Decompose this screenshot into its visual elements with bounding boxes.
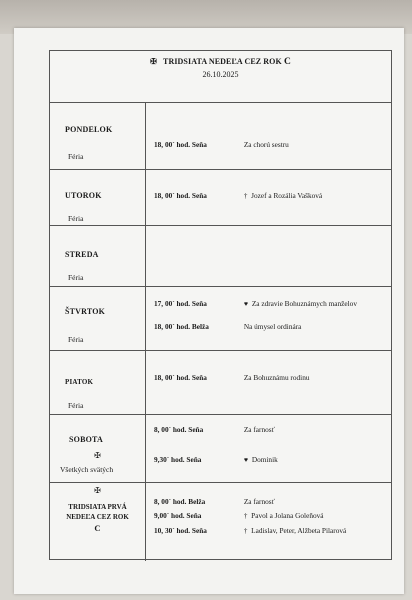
mass-time: 18, 00´ hod. Belža <box>154 322 209 331</box>
mass-entry <box>154 299 357 308</box>
mass-time: 8, 00´ hod. Seňa <box>154 425 204 434</box>
schedule-table <box>49 50 392 560</box>
day-note: Féria <box>68 401 84 410</box>
mass-entry <box>154 497 275 506</box>
sunday-name-line1: TRIDSIATA PRVÁ <box>68 503 127 511</box>
mass-time: 17, 00´ hod. Seňa <box>154 299 207 308</box>
day-cell <box>50 103 146 169</box>
day-row-monday <box>50 103 391 170</box>
mass-entry <box>154 526 346 535</box>
mass-intention: Za chorú sestru <box>243 140 289 149</box>
mass-intention: Ladislav, Peter, Alžbeta Pilarová <box>251 526 347 535</box>
day-name: PIATOK <box>65 378 94 386</box>
cross-death-icon: † <box>243 512 248 520</box>
day-cell <box>50 287 146 350</box>
cross-death-icon: † <box>243 192 248 200</box>
cross-icon: ✠ <box>94 451 101 460</box>
mass-intention: Pavol a Jolana Goleňová <box>251 511 324 520</box>
paper-sheet <box>14 28 404 594</box>
day-row-saturday <box>50 415 391 483</box>
mass-intention: Jozef a Rozália Vašková <box>251 191 323 200</box>
mass-entry <box>154 511 324 520</box>
heart-icon: ♥ <box>243 456 248 464</box>
mass-time: 9,00´ hod. Seňa <box>154 511 202 520</box>
heart-icon: ♥ <box>243 300 248 308</box>
mass-time: 8, 00´ hod. Belža <box>154 497 206 506</box>
mass-intention: Za farnosť <box>243 425 275 434</box>
mass-intention: Za zdravie Bohuznámych manželov <box>251 299 357 308</box>
day-cell <box>50 170 146 225</box>
day-note: Všetkých svätých <box>60 465 114 474</box>
title-letter: C <box>283 57 291 67</box>
sunday-name-line3: C <box>94 523 101 533</box>
cross-icon: ✠ <box>94 486 101 495</box>
day-note: Féria <box>68 152 84 161</box>
day-name: STREDA <box>65 250 99 259</box>
cross-death-icon: † <box>243 527 248 535</box>
mass-entry <box>154 373 310 382</box>
day-name: UTOROK <box>65 191 102 200</box>
mass-entry <box>154 425 275 434</box>
mass-time: 18, 00´ hod. Seňa <box>154 140 207 149</box>
day-cell <box>50 415 146 482</box>
cross-icon: ✠ <box>150 57 157 66</box>
schedule-title <box>50 57 391 67</box>
day-cell <box>50 483 146 561</box>
sunday-name-line2: NEDEĽA CEZ ROK <box>66 513 129 521</box>
mass-intention: Na úmysel ordinára <box>243 322 302 331</box>
day-row-thursday <box>50 287 391 351</box>
mass-time: 10, 30´ hod. Seňa <box>154 526 207 535</box>
mass-time: 18, 00´ hod. Seňa <box>154 191 207 200</box>
mass-entry <box>154 191 322 200</box>
day-note: Féria <box>68 214 84 223</box>
mass-intention: Za Bohuznámu rodinu <box>243 373 310 382</box>
day-name: ŠTVRTOK <box>65 307 106 316</box>
mass-entry <box>154 322 301 331</box>
mass-intention: Dominik <box>251 455 278 464</box>
day-name: SOBOTA <box>69 435 103 444</box>
day-note: Féria <box>68 335 84 344</box>
day-row-friday <box>50 351 391 415</box>
mass-intention: Za farnosť <box>243 497 275 506</box>
mass-entry <box>154 140 289 149</box>
day-cell <box>50 351 146 414</box>
day-cell <box>50 226 146 286</box>
day-note: Féria <box>68 273 84 282</box>
mass-time: 9,30´ hod. Seňa <box>154 455 202 464</box>
day-row-wednesday <box>50 226 391 287</box>
day-row-tuesday <box>50 170 391 226</box>
title-text: TRIDSIATA NEDEĽA CEZ ROK <box>163 57 282 66</box>
schedule-header <box>50 51 391 103</box>
mass-entry <box>154 455 278 464</box>
mass-time: 18, 00´ hod. Seňa <box>154 373 207 382</box>
day-name: PONDELOK <box>65 125 113 134</box>
schedule-date: 26.10.2025 <box>202 70 239 79</box>
day-row-sunday <box>50 483 391 561</box>
